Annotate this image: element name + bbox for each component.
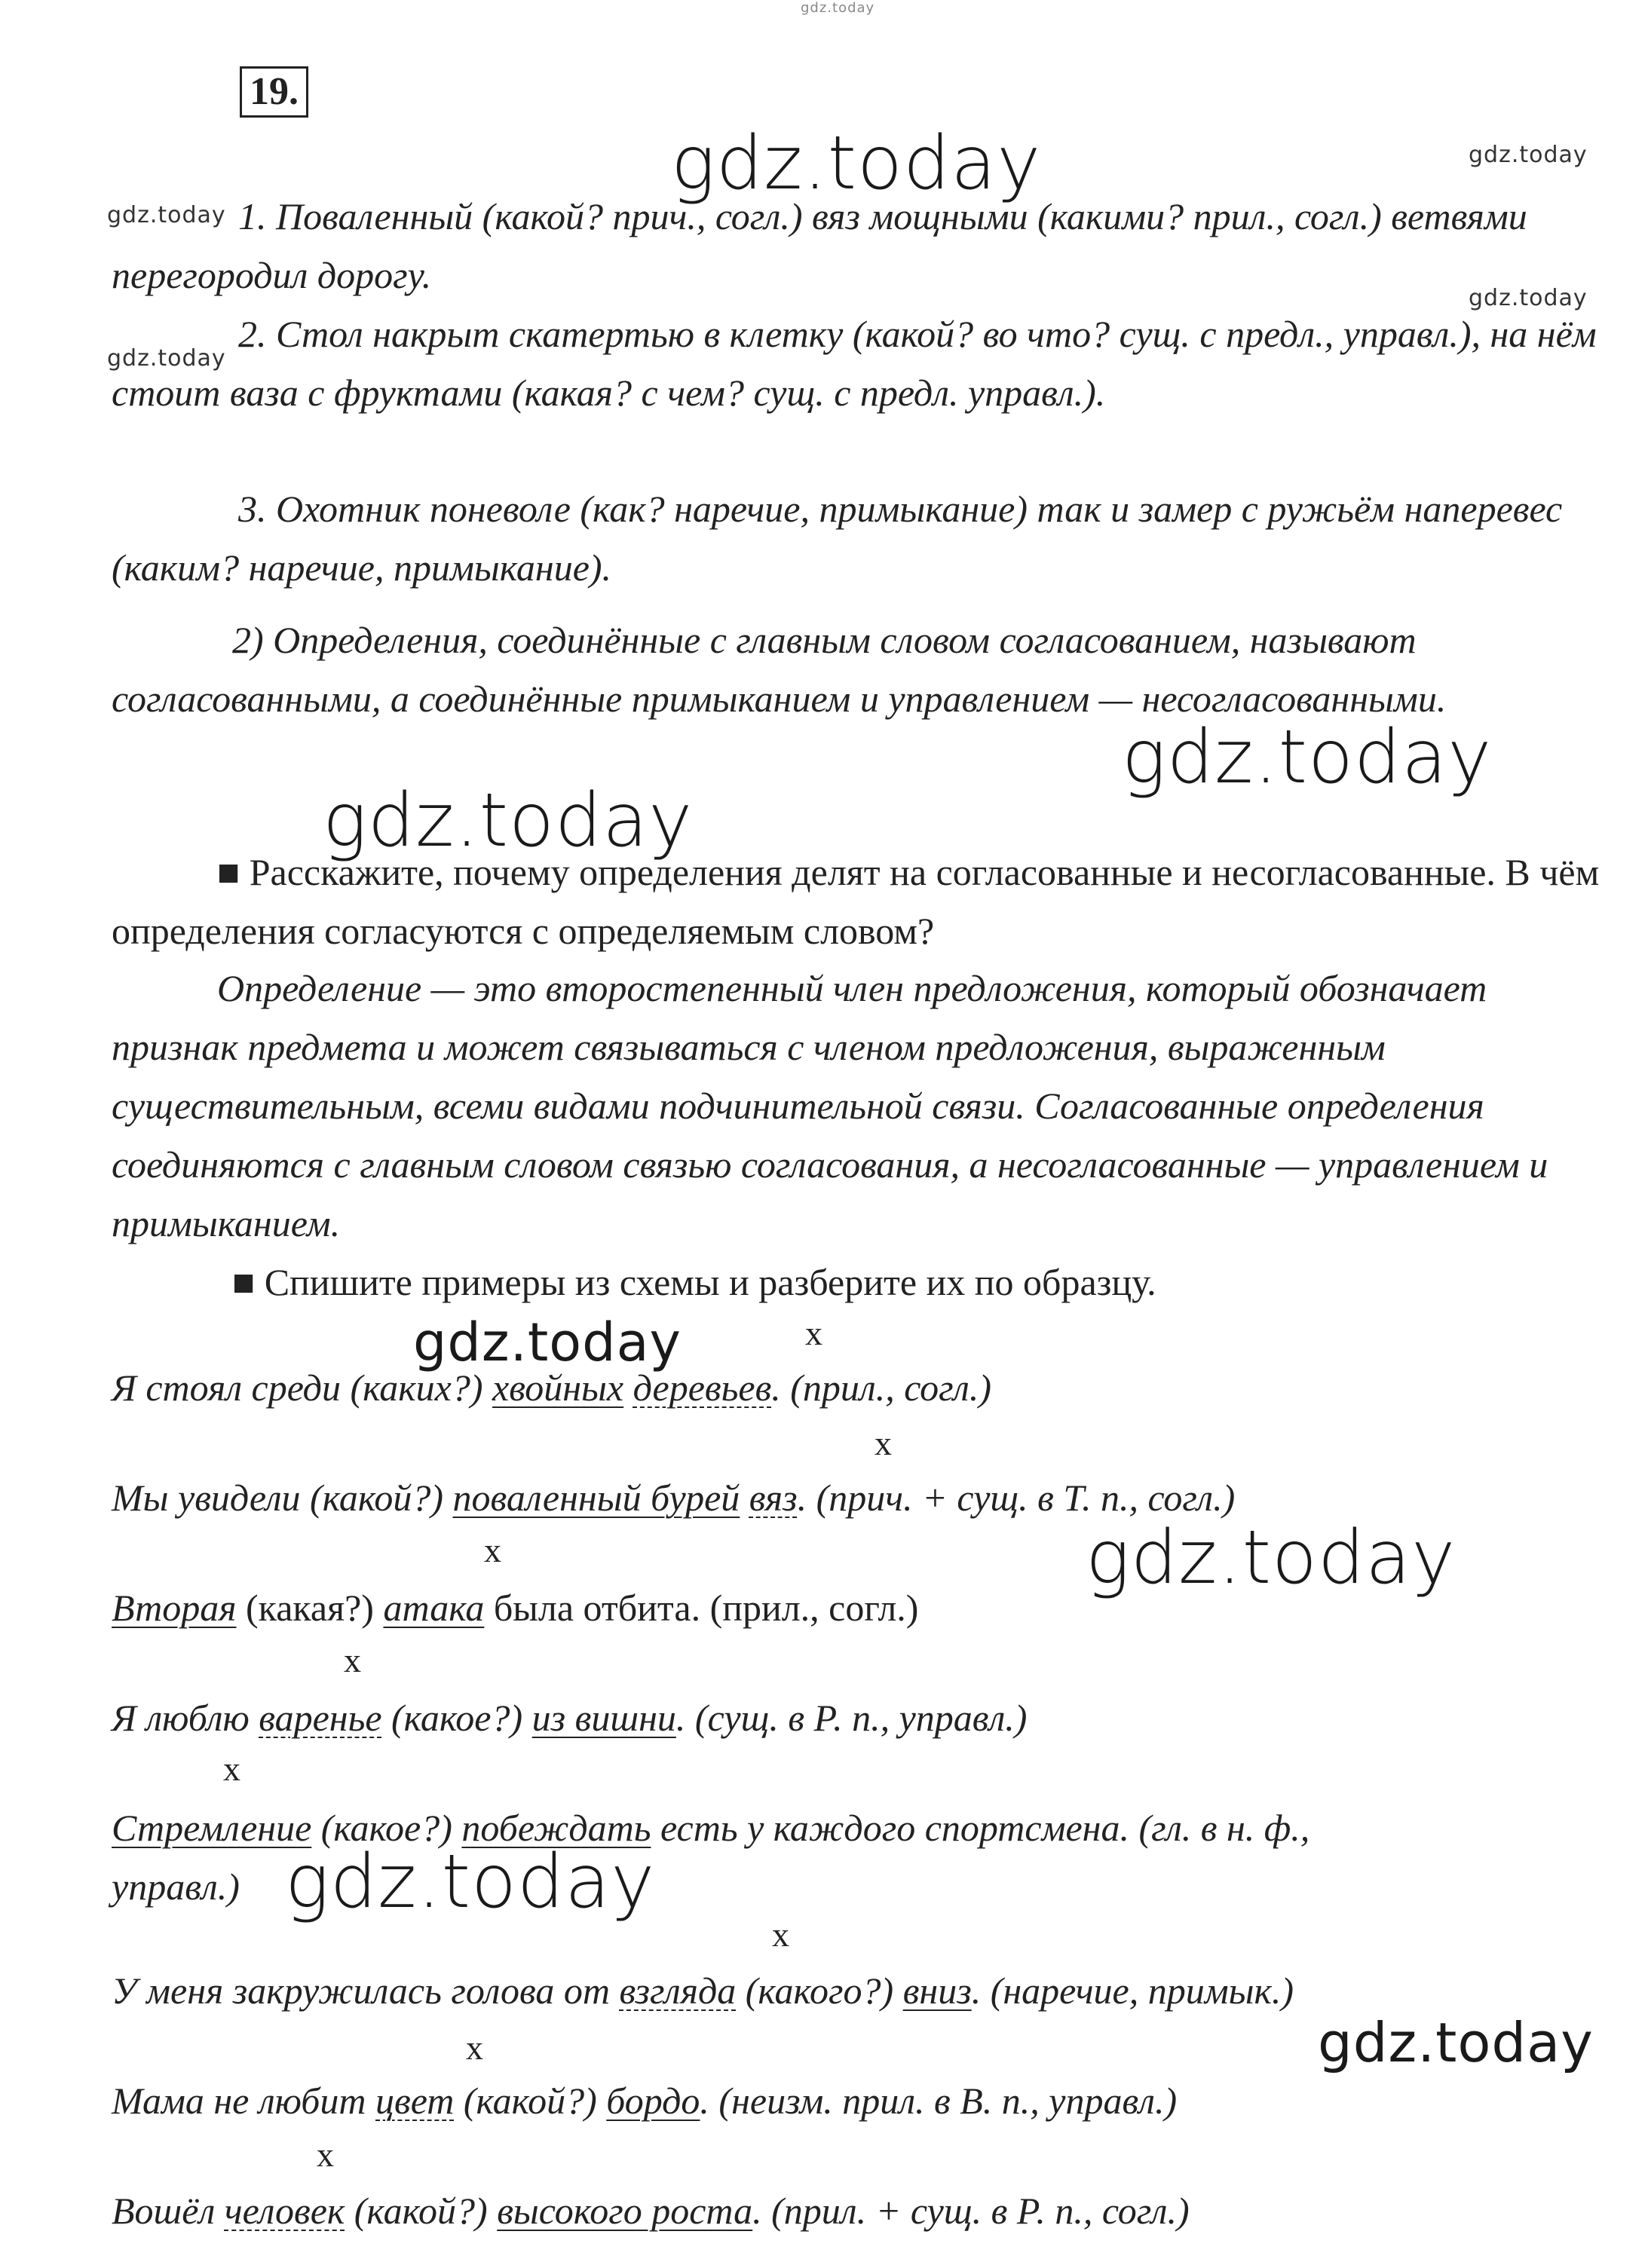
example-4: Я люблю варенье (какое?) из вишни. (сущ. в Р. п., управл.) xyxy=(112,1697,1028,1739)
watermark: gdz.today xyxy=(285,1839,656,1925)
task-number: 19. xyxy=(240,66,308,118)
watermark: gdz.today xyxy=(1469,142,1588,168)
example-3: Вторая (какая?) атака была отбита. (прил., согл.) xyxy=(112,1587,919,1629)
example-6: У меня закружилась голова от взгляда (какого?) вниз. (наречие, примык.) xyxy=(112,1970,1294,2012)
example-5: Стремление (какое?) побеждать есть у каждого спортсмена. (гл. в н. ф., xyxy=(112,1807,1310,1849)
watermark: gdz.today xyxy=(323,778,694,864)
watermark: gdz.today xyxy=(107,345,226,372)
watermark: gdz.today xyxy=(1086,1515,1456,1601)
answer-1-3: 3. Охотник поневоле (как? наречие, примыкание) так и замер с ружьём наперевес (каким? наречие, примыкание). xyxy=(112,488,1563,589)
watermark: gdz.today xyxy=(1318,2011,1594,2074)
example-2: Мы увидели (какой?) поваленный бурей вяз. (прич. + сущ. в Т. п., согл.) xyxy=(112,1477,1236,1519)
mark-x: x xyxy=(772,1915,789,1954)
question-2: ■ Спишите примеры из схемы и разберите их по образцу. xyxy=(232,1261,1156,1303)
example-1: Я стоял среди (каких?) хвойных деревьев. (прил., согл.) xyxy=(112,1367,991,1409)
watermark: gdz.today xyxy=(413,1312,682,1373)
watermark: gdz.today xyxy=(1469,285,1588,311)
watermark: gdz.today xyxy=(671,121,1042,207)
answer-2: 2) Определения, соединённые с главным словом согласованием, называют согласованными, а соединённые примыканием и управлением — несогласованными. xyxy=(112,619,1447,720)
watermark: gdz.today xyxy=(1122,715,1493,800)
example-7: Мама не любит цвет (какой?) бордо. (неизм. прил. в В. п., управл.) xyxy=(112,2080,1178,2122)
answer-3: Определение — это второстепенный член предложения, который обозначает признак предмета и может связываться с членом предложения, выраженным существительным, всеми видами подчинительной связи. Согласованные определения соединяются с главным словом связью согласования, а несогласованные — управлением и примыканием. xyxy=(112,967,1548,1244)
mark-x: x xyxy=(805,1314,822,1352)
mark-x: x xyxy=(223,1749,240,1788)
mark-x: x xyxy=(466,2028,483,2067)
mark-x: x xyxy=(875,1424,892,1462)
answer-1-1: 1. Поваленный (какой? прич., согл.) вяз мощными (какими? прил., согл.) ветвями перегородил дорогу. xyxy=(112,195,1527,296)
header-site-label: gdz.today xyxy=(801,0,875,16)
answer-1-2: 2. Стол накрыт скатертью в клетку (какой? во что? сущ. с предл., управл.), на нём стоит ваза с фруктами (какая? с чем? сущ. с предл. управл.). xyxy=(112,313,1597,414)
example-8: Вошёл человек (какой?) высокого роста. (прил. + сущ. в Р. п., согл.) xyxy=(112,2190,1190,2232)
mark-x: x xyxy=(484,1531,501,1569)
mark-x: x xyxy=(317,2135,334,2174)
example-5-cont: управл.) xyxy=(112,1866,240,1908)
watermark: gdz.today xyxy=(107,202,226,228)
mark-x: x xyxy=(344,1641,361,1679)
question-1: ■ Расскажите, почему определения делят на согласованные и несогласованные. В чём определения согласуются с определяемым словом? xyxy=(112,851,1600,952)
